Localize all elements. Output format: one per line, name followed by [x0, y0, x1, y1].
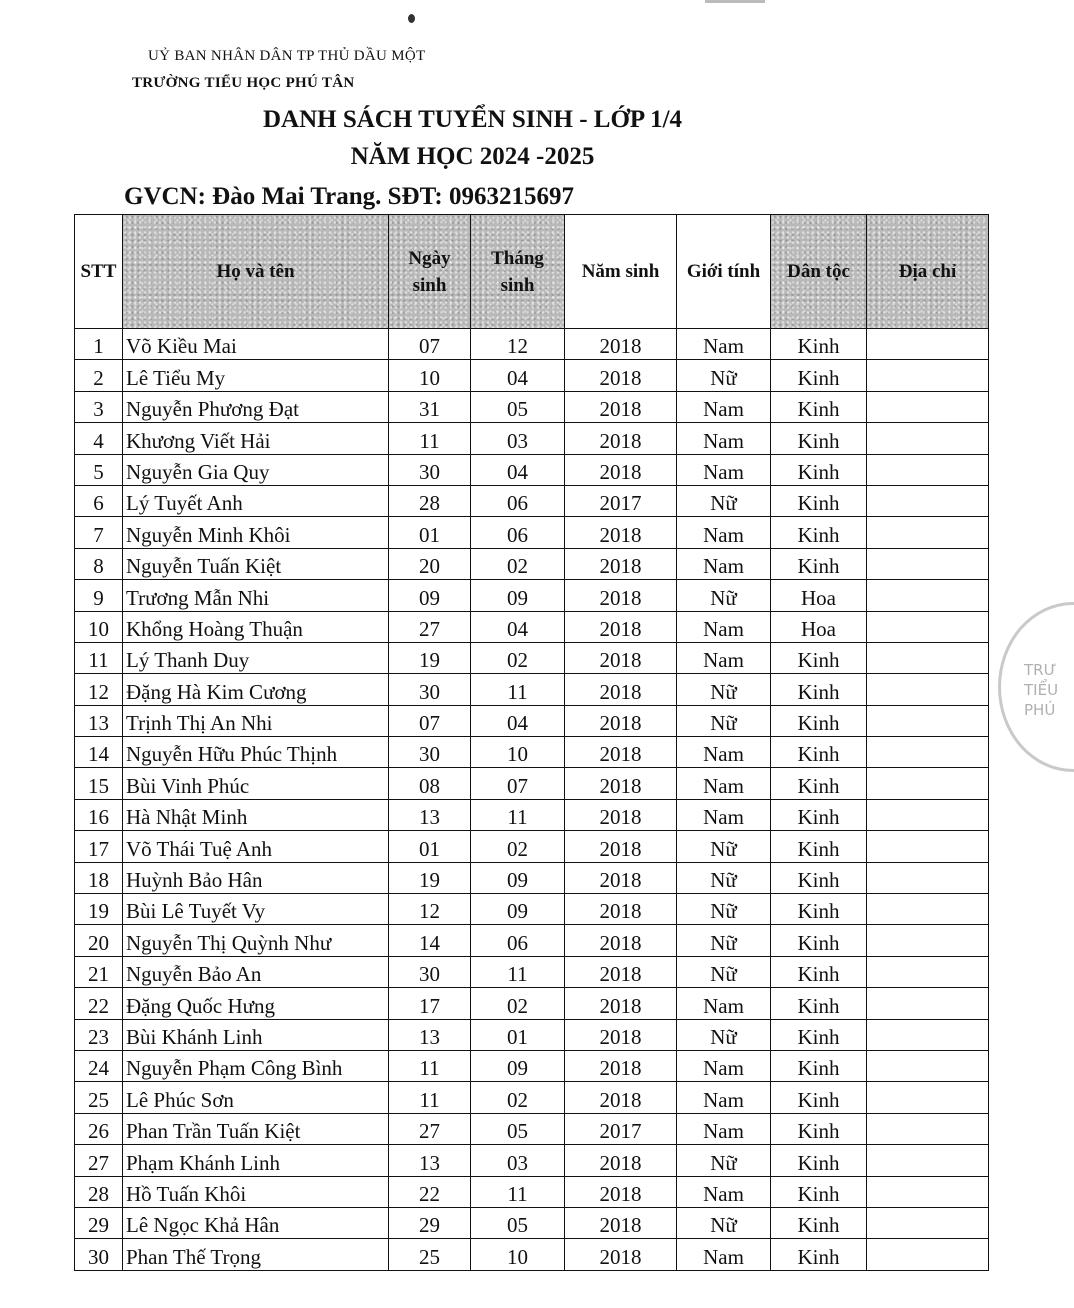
cell-day: 17 [389, 988, 471, 1019]
cell-gender: Nữ [677, 862, 771, 893]
table-row [75, 1019, 989, 1050]
cell-day: 07 [389, 705, 471, 736]
cell-year: 2018 [565, 988, 677, 1019]
cell-year: 2018 [565, 831, 677, 862]
cell-name: Đặng Quốc Hưng [123, 988, 389, 1019]
cell-name: Lê Tiểu My [123, 360, 389, 391]
table-header-row [75, 215, 989, 329]
table-row [75, 580, 989, 611]
cell-gender: Nữ [677, 1019, 771, 1050]
cell-address [867, 894, 989, 925]
cell-name: Khương Viết Hải [123, 423, 389, 454]
cell-day: 11 [389, 1082, 471, 1113]
cell-name: Bùi Lê Tuyết Vy [123, 894, 389, 925]
cell-month: 03 [471, 1145, 565, 1176]
cell-day: 11 [389, 1050, 471, 1081]
table-row [75, 799, 989, 830]
cell-year: 2017 [565, 485, 677, 516]
table-row [75, 360, 989, 391]
cell-stt: 1 [75, 329, 123, 360]
cell-name: Nguyễn Hữu Phúc Thịnh [123, 737, 389, 768]
cell-ethnicity: Kinh [771, 1082, 867, 1113]
cell-ethnicity: Kinh [771, 329, 867, 360]
cell-ethnicity: Kinh [771, 988, 867, 1019]
table-row [75, 956, 989, 987]
cell-stt: 2 [75, 360, 123, 391]
cell-day: 13 [389, 799, 471, 830]
cell-month: 03 [471, 423, 565, 454]
cell-address [867, 705, 989, 736]
cell-ethnicity: Kinh [771, 485, 867, 516]
cell-name: Lê Phúc Sơn [123, 1082, 389, 1113]
cell-address [867, 925, 989, 956]
cell-gender: Nam [677, 988, 771, 1019]
col-header-stt: STT [75, 215, 123, 329]
cell-ethnicity: Kinh [771, 768, 867, 799]
cell-month: 11 [471, 799, 565, 830]
table-row [75, 517, 989, 548]
cell-stt: 27 [75, 1145, 123, 1176]
cell-gender: Nam [677, 548, 771, 579]
cell-name: Võ Kiều Mai [123, 329, 389, 360]
cell-year: 2018 [565, 894, 677, 925]
cell-ethnicity: Hoa [771, 580, 867, 611]
table-row [75, 454, 989, 485]
cell-name: Bùi Vinh Phúc [123, 768, 389, 799]
table-row [75, 423, 989, 454]
table-row [75, 485, 989, 516]
cell-day: 30 [389, 674, 471, 705]
cell-month: 04 [471, 454, 565, 485]
cell-ethnicity: Kinh [771, 799, 867, 830]
cell-gender: Nam [677, 642, 771, 673]
cell-stt: 22 [75, 988, 123, 1019]
col-header-day [389, 215, 471, 329]
cell-year: 2018 [565, 737, 677, 768]
cell-address [867, 956, 989, 987]
cell-address [867, 831, 989, 862]
table-row [75, 1050, 989, 1081]
cell-ethnicity: Kinh [771, 705, 867, 736]
cell-stt: 14 [75, 737, 123, 768]
cell-month: 02 [471, 1082, 565, 1113]
cell-year: 2018 [565, 1082, 677, 1113]
cell-gender: Nam [677, 1050, 771, 1081]
table-row [75, 548, 989, 579]
cell-day: 22 [389, 1176, 471, 1207]
cell-address [867, 611, 989, 642]
cell-month: 05 [471, 1207, 565, 1238]
cell-stt: 29 [75, 1207, 123, 1238]
cell-name: Trương Mẫn Nhi [123, 580, 389, 611]
cell-ethnicity: Kinh [771, 548, 867, 579]
cell-address [867, 485, 989, 516]
cell-month: 01 [471, 1019, 565, 1050]
cell-gender: Nữ [677, 580, 771, 611]
cell-stt: 13 [75, 705, 123, 736]
cell-stt: 26 [75, 1113, 123, 1144]
cell-stt: 7 [75, 517, 123, 548]
scan-mark [705, 0, 765, 3]
cell-stt: 30 [75, 1239, 123, 1270]
cell-year: 2018 [565, 768, 677, 799]
cell-name: Nguyễn Phương Đạt [123, 391, 389, 422]
scan-dot [408, 14, 415, 23]
cell-year: 2018 [565, 925, 677, 956]
table-row [75, 1145, 989, 1176]
cell-ethnicity: Kinh [771, 1145, 867, 1176]
cell-address [867, 454, 989, 485]
cell-name: Lý Tuyết Anh [123, 485, 389, 516]
table-row [75, 611, 989, 642]
table-row [75, 768, 989, 799]
cell-month: 09 [471, 580, 565, 611]
cell-day: 14 [389, 925, 471, 956]
cell-ethnicity: Kinh [771, 1207, 867, 1238]
cell-name: Nguyễn Minh Khôi [123, 517, 389, 548]
cell-name: Hà Nhật Minh [123, 799, 389, 830]
cell-day: 27 [389, 1113, 471, 1144]
cell-name: Huỳnh Bảo Hân [123, 862, 389, 893]
cell-year: 2018 [565, 329, 677, 360]
cell-month: 07 [471, 768, 565, 799]
cell-month: 11 [471, 1176, 565, 1207]
cell-ethnicity: Kinh [771, 862, 867, 893]
cell-address [867, 329, 989, 360]
cell-gender: Nữ [677, 705, 771, 736]
cell-stt: 5 [75, 454, 123, 485]
cell-stt: 12 [75, 674, 123, 705]
cell-day: 30 [389, 454, 471, 485]
table-row [75, 674, 989, 705]
cell-address [867, 423, 989, 454]
cell-gender: Nam [677, 391, 771, 422]
col-header-day-label: Ngày sinh [408, 247, 451, 296]
cell-stt: 9 [75, 580, 123, 611]
cell-gender: Nam [677, 1113, 771, 1144]
cell-stt: 11 [75, 642, 123, 673]
school-year: NĂM HỌC 2024 -2025 [350, 143, 595, 170]
cell-day: 31 [389, 391, 471, 422]
cell-address [867, 517, 989, 548]
cell-gender: Nam [677, 611, 771, 642]
cell-ethnicity: Kinh [771, 1113, 867, 1144]
cell-name: Lê Ngọc Khả Hân [123, 1207, 389, 1238]
cell-year: 2018 [565, 674, 677, 705]
cell-day: 09 [389, 580, 471, 611]
cell-name: Nguyễn Gia Quy [123, 454, 389, 485]
table-row [75, 329, 989, 360]
cell-gender: Nam [677, 454, 771, 485]
cell-month: 05 [471, 391, 565, 422]
cell-ethnicity: Kinh [771, 1019, 867, 1050]
table-row [75, 1082, 989, 1113]
table-row [75, 1239, 989, 1270]
cell-gender: Nữ [677, 360, 771, 391]
col-header-month-label: Tháng sinh [491, 247, 544, 296]
cell-day: 12 [389, 894, 471, 925]
cell-address [867, 580, 989, 611]
table-row [75, 1176, 989, 1207]
cell-address [867, 768, 989, 799]
cell-gender: Nam [677, 423, 771, 454]
cell-name: Phan Trần Tuấn Kiệt [123, 1113, 389, 1144]
cell-stt: 18 [75, 862, 123, 893]
cell-stt: 6 [75, 485, 123, 516]
cell-day: 29 [389, 1207, 471, 1238]
cell-year: 2018 [565, 391, 677, 422]
cell-day: 19 [389, 642, 471, 673]
cell-address [867, 674, 989, 705]
table-row [75, 894, 989, 925]
cell-ethnicity: Kinh [771, 517, 867, 548]
cell-name: Đặng Hà Kim Cương [123, 674, 389, 705]
cell-gender: Nam [677, 1082, 771, 1113]
cell-month: 09 [471, 894, 565, 925]
cell-day: 11 [389, 423, 471, 454]
cell-gender: Nữ [677, 894, 771, 925]
table-row [75, 737, 989, 768]
cell-month: 04 [471, 611, 565, 642]
table-row [75, 391, 989, 422]
table-row [75, 925, 989, 956]
col-header-name: Họ và tên [123, 215, 389, 329]
cell-month: 06 [471, 485, 565, 516]
cell-month: 04 [471, 360, 565, 391]
cell-day: 27 [389, 611, 471, 642]
cell-year: 2018 [565, 862, 677, 893]
cell-month: 06 [471, 925, 565, 956]
cell-day: 30 [389, 956, 471, 987]
cell-address [867, 737, 989, 768]
cell-day: 20 [389, 548, 471, 579]
col-header-ethnicity: Dân tộc [771, 215, 867, 329]
cell-ethnicity: Kinh [771, 956, 867, 987]
teacher-line: GVCN: Đào Mai Trang. SĐT: 0963215697 [124, 183, 574, 210]
cell-month: 04 [471, 705, 565, 736]
table-row [75, 1113, 989, 1144]
cell-gender: Nữ [677, 925, 771, 956]
cell-day: 01 [389, 831, 471, 862]
cell-day: 07 [389, 329, 471, 360]
cell-day: 10 [389, 360, 471, 391]
cell-stt: 25 [75, 1082, 123, 1113]
cell-gender: Nữ [677, 1207, 771, 1238]
cell-address [867, 862, 989, 893]
cell-address [867, 1239, 989, 1270]
cell-name: Hồ Tuấn Khôi [123, 1176, 389, 1207]
cell-address [867, 1176, 989, 1207]
cell-address [867, 1082, 989, 1113]
cell-year: 2018 [565, 423, 677, 454]
cell-ethnicity: Kinh [771, 1176, 867, 1207]
cell-day: 19 [389, 862, 471, 893]
cell-gender: Nam [677, 517, 771, 548]
cell-stt: 8 [75, 548, 123, 579]
cell-ethnicity: Kinh [771, 1050, 867, 1081]
cell-address [867, 1207, 989, 1238]
cell-year: 2018 [565, 1239, 677, 1270]
cell-address [867, 642, 989, 673]
cell-stt: 28 [75, 1176, 123, 1207]
col-header-gender: Giới tính [677, 215, 771, 329]
cell-day: 25 [389, 1239, 471, 1270]
cell-gender: Nam [677, 737, 771, 768]
cell-ethnicity: Kinh [771, 894, 867, 925]
cell-name: Phan Thế Trọng [123, 1239, 389, 1270]
col-header-month [471, 215, 565, 329]
cell-day: 13 [389, 1019, 471, 1050]
cell-year: 2018 [565, 611, 677, 642]
cell-year: 2018 [565, 705, 677, 736]
cell-month: 02 [471, 548, 565, 579]
cell-ethnicity: Kinh [771, 1239, 867, 1270]
cell-year: 2018 [565, 642, 677, 673]
cell-name: Nguyễn Tuấn Kiệt [123, 548, 389, 579]
cell-stt: 20 [75, 925, 123, 956]
cell-month: 09 [471, 1050, 565, 1081]
cell-gender: Nữ [677, 674, 771, 705]
cell-year: 2018 [565, 956, 677, 987]
cell-ethnicity: Hoa [771, 611, 867, 642]
cell-day: 13 [389, 1145, 471, 1176]
cell-address [867, 1113, 989, 1144]
cell-name: Lý Thanh Duy [123, 642, 389, 673]
cell-year: 2018 [565, 454, 677, 485]
cell-ethnicity: Kinh [771, 454, 867, 485]
cell-gender: Nam [677, 799, 771, 830]
table-row [75, 988, 989, 1019]
cell-stt: 19 [75, 894, 123, 925]
cell-name: Nguyễn Thị Quỳnh Như [123, 925, 389, 956]
cell-stt: 16 [75, 799, 123, 830]
cell-stt: 3 [75, 391, 123, 422]
cell-gender: Nam [677, 329, 771, 360]
cell-address [867, 988, 989, 1019]
cell-stt: 15 [75, 768, 123, 799]
cell-ethnicity: Kinh [771, 831, 867, 862]
cell-month: 10 [471, 1239, 565, 1270]
cell-gender: Nam [677, 1239, 771, 1270]
cell-stt: 4 [75, 423, 123, 454]
cell-name: Phạm Khánh Linh [123, 1145, 389, 1176]
org-line-2: TRƯỜNG TIỂU HỌC PHÚ TÂN [132, 75, 355, 91]
cell-stt: 24 [75, 1050, 123, 1081]
cell-ethnicity: Kinh [771, 423, 867, 454]
cell-stt: 21 [75, 956, 123, 987]
cell-month: 11 [471, 956, 565, 987]
cell-address [867, 1019, 989, 1050]
cell-month: 09 [471, 862, 565, 893]
cell-name: Võ Thái Tuệ Anh [123, 831, 389, 862]
cell-ethnicity: Kinh [771, 360, 867, 391]
cell-ethnicity: Kinh [771, 674, 867, 705]
cell-address [867, 799, 989, 830]
table-row [75, 642, 989, 673]
cell-year: 2018 [565, 799, 677, 830]
cell-month: 02 [471, 642, 565, 673]
col-header-address: Địa chỉ [867, 215, 989, 329]
cell-stt: 23 [75, 1019, 123, 1050]
table-row [75, 1207, 989, 1238]
cell-year: 2017 [565, 1113, 677, 1144]
cell-address [867, 1145, 989, 1176]
cell-gender: Nam [677, 768, 771, 799]
cell-month: 12 [471, 329, 565, 360]
cell-address [867, 548, 989, 579]
cell-year: 2018 [565, 1019, 677, 1050]
cell-gender: Nữ [677, 956, 771, 987]
table-row [75, 831, 989, 862]
cell-ethnicity: Kinh [771, 925, 867, 956]
cell-stt: 17 [75, 831, 123, 862]
cell-year: 2018 [565, 517, 677, 548]
table-row [75, 705, 989, 736]
cell-year: 2018 [565, 548, 677, 579]
cell-name: Trịnh Thị An Nhi [123, 705, 389, 736]
cell-gender: Nữ [677, 1145, 771, 1176]
cell-month: 11 [471, 674, 565, 705]
cell-stt: 10 [75, 611, 123, 642]
cell-month: 06 [471, 517, 565, 548]
cell-month: 05 [471, 1113, 565, 1144]
cell-name: Nguyễn Bảo An [123, 956, 389, 987]
cell-day: 08 [389, 768, 471, 799]
cell-name: Nguyễn Phạm Công Bình [123, 1050, 389, 1081]
cell-address [867, 1050, 989, 1081]
seal-text: TRƯ TIỂU PHÚ [1024, 661, 1059, 719]
cell-month: 02 [471, 988, 565, 1019]
enrollment-table [74, 214, 989, 1271]
cell-address [867, 391, 989, 422]
table-row [75, 862, 989, 893]
cell-gender: Nam [677, 1176, 771, 1207]
cell-ethnicity: Kinh [771, 391, 867, 422]
cell-year: 2018 [565, 1050, 677, 1081]
col-header-year: Năm sinh [565, 215, 677, 329]
cell-gender: Nữ [677, 485, 771, 516]
cell-year: 2018 [565, 1207, 677, 1238]
cell-year: 2018 [565, 360, 677, 391]
cell-year: 2018 [565, 1176, 677, 1207]
document-title: DANH SÁCH TUYỂN SINH - LỚP 1/4 [262, 106, 683, 133]
cell-day: 30 [389, 737, 471, 768]
cell-day: 28 [389, 485, 471, 516]
cell-gender: Nữ [677, 831, 771, 862]
cell-month: 10 [471, 737, 565, 768]
cell-name: Bùi Khánh Linh [123, 1019, 389, 1050]
cell-year: 2018 [565, 1145, 677, 1176]
cell-day: 01 [389, 517, 471, 548]
table-body [75, 329, 989, 1271]
cell-ethnicity: Kinh [771, 642, 867, 673]
cell-year: 2018 [565, 580, 677, 611]
cell-ethnicity: Kinh [771, 737, 867, 768]
cell-name: Khổng Hoàng Thuận [123, 611, 389, 642]
cell-month: 02 [471, 831, 565, 862]
cell-address [867, 360, 989, 391]
org-line-1: UỶ BAN NHÂN DÂN TP THỦ DẦU MỘT [148, 48, 426, 64]
